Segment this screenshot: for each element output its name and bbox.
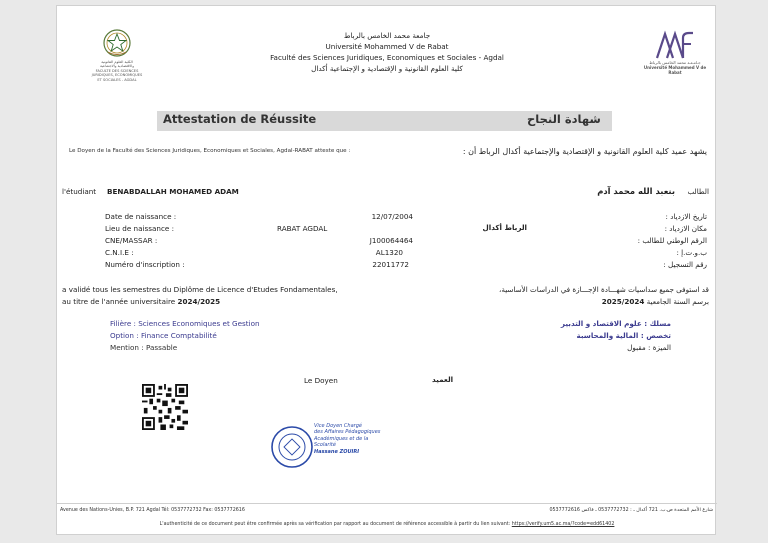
validation-ar (427, 284, 709, 308)
birthplace-label-ar: مكان الازدياد : (664, 224, 707, 233)
validation-fr (62, 284, 402, 308)
cnie-value: AL1320 (375, 248, 403, 257)
footer-address-fr: Avenue des Nations-Unies, B.P. 721 Agdal Tél: 0537772732 Fax: 0537772616 (60, 508, 245, 513)
official-stamp (270, 419, 400, 481)
birthplace-label: Lieu de naissance : (105, 224, 175, 233)
faculty-name-ar: كلية العلوم القانونية و الإقتصادية و الإجتماعية أكدال (311, 64, 463, 73)
student-name-fr: BENABDALLAH MOHAMED ADAM (107, 187, 239, 196)
authenticity-note (57, 522, 717, 527)
stamp-line: des Affaires Pédagogiques (314, 429, 381, 436)
filiere-fr: Filière : Sciences Economiques et Gestion (110, 319, 260, 328)
validation-fr-prefix: au titre de l'année universitaire (62, 297, 178, 306)
birthplace-value-ar: الرباط أكدال (482, 223, 527, 232)
doyen-label-ar: العميد (432, 375, 454, 384)
inscription-value: 22011772 (372, 260, 409, 269)
program-ar (457, 318, 671, 354)
student-name-ar: بنعبد الله محمد آدم (597, 186, 675, 196)
validation-ar-line1: قد استوفى جميع سداسيات شهـــادة الإجـــازة في الدراسات الأساسية، (499, 285, 709, 294)
seal-line: والاقتصادية والاجتماعية (100, 64, 134, 69)
mention-fr: Mention : Passable (110, 343, 178, 352)
inscription-label-ar: رقم التسجيل : (663, 260, 707, 269)
doyen-label-fr: Le Doyen (304, 376, 338, 385)
inscription-label: Numéro d'inscription : (105, 260, 185, 269)
verify-link[interactable]: https://verify.um5.ac.ma/?code=edd61402 (511, 522, 615, 527)
cnie-label-ar: ب.و.ت.إ : (676, 248, 707, 257)
stamp-line: Scolarité (314, 442, 336, 449)
stamp-line: Vice Doyen Chargé (314, 423, 362, 429)
faculty-seal-logo (87, 28, 147, 94)
validation-fr-line2 (62, 296, 402, 308)
stamp-signatory: Hassane ZOUIRI (314, 448, 360, 455)
university-name-ar: جامعة محمد الخامس بالرباط (343, 31, 431, 40)
attestation-document (56, 5, 716, 535)
title-ar: شهادة النجاح (527, 112, 601, 126)
mention-ar: الميزة : مقبول (627, 343, 671, 352)
footer-address-ar: شارع الأمم المتحدة ص.ب. 721 أكدال ـ : 0537772732 ـ فاكس 0537772616 (549, 508, 713, 513)
seal-line: ET SOCIALES - AGDAL (97, 77, 137, 82)
university-name-fr: Université Mohammed V de Rabat (325, 42, 449, 51)
intro-ar: يشهد عميد كلية العلوم القانونية و الإقتصادية والإجتماعية أكدال الرباط أن : (462, 147, 707, 156)
intro-fr: Le Doyen de la Faculté des Sciences Juridiques, Economiques et Sociales, Agdal-RABAT atteste que : (69, 148, 351, 154)
birthdate-label: Date de naissance : (105, 212, 177, 221)
student-label-ar: الطالب (687, 187, 709, 196)
option-fr: Option : Finance Comptabilité (110, 331, 217, 340)
birthdate-label-ar: تاريخ الازدياد : (665, 212, 707, 221)
academic-year-ar: 2025/2024 (601, 297, 645, 306)
title-fr: Attestation de Réussite (163, 112, 317, 126)
validation-ar-line2 (427, 296, 709, 308)
stamp-line: Académiques et de la (314, 435, 369, 442)
seal-line: الكلية العلوم القانونية (101, 60, 133, 64)
seal-line: FACULTE DES SCIENCES (95, 68, 139, 73)
validation-fr-line1: a validé tous les semestres du Diplôme de Licence d'Etudes Fondamentales, (62, 285, 338, 294)
program-fr (110, 318, 260, 354)
university-logo (640, 30, 710, 94)
cnie-label: C.N.I.E : (105, 248, 134, 257)
qr-code-icon (142, 384, 188, 430)
birthdate-value: 12/07/2004 (371, 212, 413, 221)
logo-caption-ar: جـامـعـة محمد الخامس بالرباط (649, 60, 701, 65)
validation-ar-prefix: برسم السنة الجامعية (644, 297, 709, 306)
footer-divider (57, 503, 717, 504)
seal-line: JURIDIQUES, ECONOMIQUES (91, 73, 143, 78)
logo-caption-fr: Université Mohammed V de Rabat (643, 65, 707, 75)
cne-label: CNE/MASSAR : (105, 236, 158, 245)
institution-header (207, 30, 567, 74)
authenticity-text: L'authenticité de ce document peut être confirmée après sa vérification par rapport au document de référence accessible à partir du lien suivant: (159, 522, 512, 527)
cne-value: J100064464 (369, 236, 413, 245)
faculty-name-fr: Faculté des Sciences Juridiques, Economiques et Sociales - Agdal (270, 53, 504, 62)
option-ar: تخصص : المالية والمحاسبة (576, 331, 671, 340)
academic-year-fr: 2024/2025 (177, 297, 221, 306)
student-label-fr: l'étudiant (62, 187, 97, 196)
filiere-ar: مسلك : علوم الاقتصاد و التدبير (560, 319, 671, 328)
cne-label-ar: الرقم الوطني للطالب : (637, 236, 707, 245)
birthplace-value: RABAT AGDAL (277, 224, 328, 233)
